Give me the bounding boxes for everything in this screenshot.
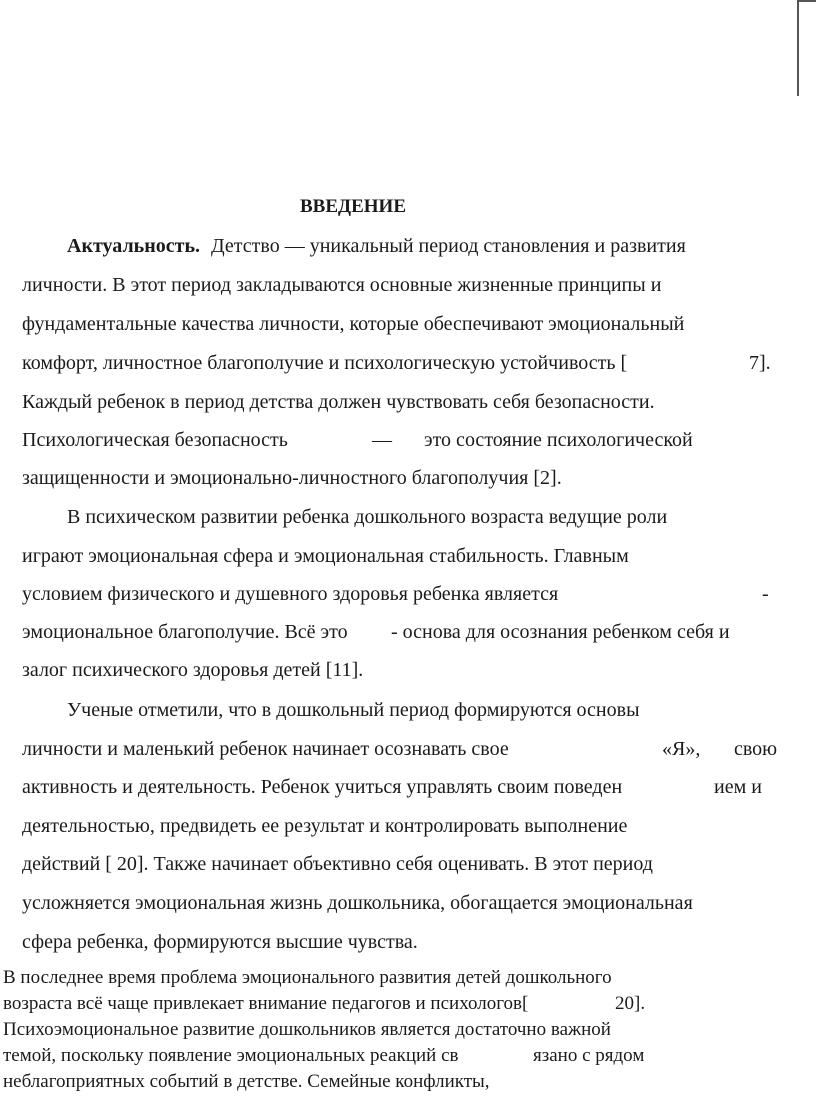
paragraph-line: играют эмоциональная сфера и эмоциональная стабильность. Главным: [22, 545, 629, 567]
page-title: ВВЕДЕНИЕ: [300, 196, 406, 217]
text-span: —: [372, 429, 392, 451]
text-span: 7].: [749, 352, 771, 374]
paragraph-line: [22, 775, 782, 799]
paragraph-line: В последнее время проблема эмоционального развития детей дошкольного: [3, 967, 612, 988]
paragraph-line: усложняется эмоциональная жизнь дошкольника, обогащается эмоциональная: [22, 892, 693, 914]
paragraph-line: [3, 993, 793, 1015]
paragraph-line: Каждый ребенок в период детства должен чувствовать себя безопасности.: [22, 391, 655, 413]
text-span: язано с рядом: [533, 1045, 645, 1066]
paragraph-line: Ученые отметили, что в дошкольный период формируются основы: [67, 699, 640, 721]
text-span: 20].: [615, 993, 646, 1014]
paragraph-line: [22, 737, 782, 761]
text-span: - основа для осознания ребенком себя и: [391, 621, 730, 643]
text-span: Психологическая безопасность: [22, 429, 288, 451]
text-span: «Я»,: [662, 738, 701, 760]
paragraph-line: сфера ребенка, формируются высшие чувства.: [22, 931, 418, 953]
text-span: активность и деятельность. Ребенок учиться управлять своим поведен: [22, 776, 623, 798]
paragraph-line: [22, 351, 782, 375]
paragraph-line: [22, 620, 782, 644]
paragraph-line: залог психического здоровья детей [11].: [22, 659, 364, 681]
text-span: темой, поскольку появление эмоциональных реакций св: [3, 1045, 459, 1066]
lead-label: Актуальность.: [67, 235, 201, 257]
paragraph-line: неблагоприятных событий в детстве. Семейные конфликты,: [3, 1071, 490, 1092]
paragraph-line: [22, 582, 782, 606]
paragraph-line: фундаментальные качества личности, которые обеспечивают эмоциональный: [22, 313, 685, 335]
paragraph-line: защищенности и эмоционально-личностного благополучия [2].: [22, 467, 562, 489]
text-span: комфорт, личностное благополучие и психологическую устойчивость [: [22, 352, 628, 374]
text-span: свою: [734, 738, 778, 760]
text-span: личности и маленький ребенок начинает осознавать свое: [22, 738, 509, 760]
paragraph-line: действий [ 20]. Также начинает объективно себя оценивать. В этот период: [22, 853, 653, 875]
text-span: Детство — уникальный период становления и развития: [211, 235, 686, 257]
paragraph-line: деятельностью, предвидеть ее результат и контролировать выполнение: [22, 815, 628, 837]
paragraph-line: [3, 1045, 793, 1067]
text-span: ием и: [714, 776, 762, 798]
text-span: возраста всё чаще привлекает внимание педагогов и психологов[: [3, 993, 529, 1014]
paragraph-line: [67, 234, 686, 258]
paragraph-line: В психическом развитии ребенка дошкольного возраста ведущие роли: [67, 506, 668, 528]
text-span: это состояние психологической: [424, 429, 693, 451]
text-span: эмоциональное благополучие. Всё это: [22, 621, 348, 643]
paragraph-line: личности. В этот период закладываются основные жизненные принципы и: [22, 274, 662, 296]
paragraph-line: Психоэмоциональное развитие дошкольников является достаточно важной: [3, 1019, 611, 1040]
text-span: условием физического и душевного здоровья ребенка является: [22, 583, 559, 605]
text-span: -: [762, 583, 769, 605]
page-corner-mark: [797, 0, 816, 96]
paragraph-line: [22, 428, 782, 452]
